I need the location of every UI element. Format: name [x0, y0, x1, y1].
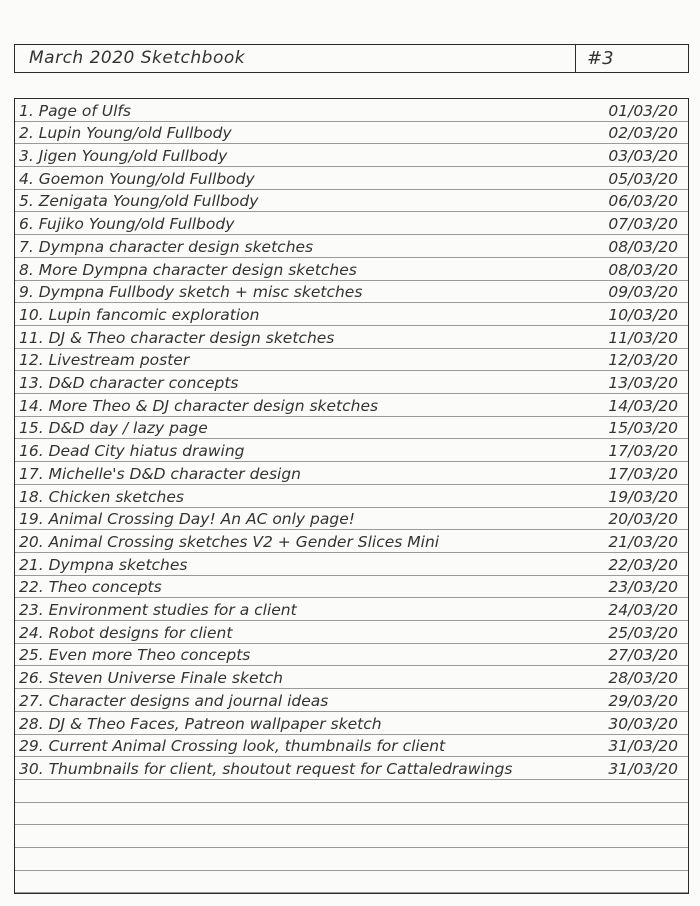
log-row	[15, 394, 688, 417]
log-row	[15, 825, 688, 848]
log-row	[15, 780, 688, 803]
sketchbook-title: March 2020 Sketchbook	[29, 48, 246, 68]
entry-title: 22. Theo concepts	[19, 578, 162, 597]
entry-date: 13/03/20	[608, 374, 678, 393]
entry-title: 12. Livestream poster	[19, 351, 190, 370]
log-row	[15, 258, 688, 281]
entry-title: 19. Animal Crossing Day! An AC only page!	[19, 510, 355, 529]
log-row	[15, 190, 688, 213]
log-row	[15, 213, 688, 236]
entry-title: 28. DJ & Theo Faces, Patreon wallpaper sketch	[19, 714, 382, 733]
sketchbook-title-box	[14, 44, 689, 73]
log-row	[15, 689, 688, 712]
entry-date: 06/03/20	[608, 192, 678, 211]
entry-date: 07/03/20	[608, 215, 678, 234]
log-row	[15, 757, 688, 780]
log-row	[15, 576, 688, 599]
log-row	[15, 803, 688, 826]
log-row	[15, 621, 688, 644]
entry-date: 23/03/20	[608, 578, 678, 597]
entry-date: 08/03/20	[608, 260, 678, 279]
entry-title: 25. Even more Theo concepts	[19, 646, 251, 665]
sketch-log-table	[14, 98, 689, 894]
entry-title: 4. Goemon Young/old Fullbody	[19, 169, 255, 188]
entry-date: 21/03/20	[608, 532, 678, 551]
entry-date: 20/03/20	[608, 510, 678, 529]
log-row	[15, 235, 688, 258]
log-row	[15, 712, 688, 735]
entry-title: 26. Steven Universe Finale sketch	[19, 669, 283, 688]
entry-title: 24. Robot designs for client	[19, 623, 233, 642]
entry-date: 29/03/20	[608, 691, 678, 710]
entry-title: 15. D&D day / lazy page	[19, 419, 208, 438]
entry-title: 20. Animal Crossing sketches V2 + Gender Slices Mini	[19, 532, 440, 551]
entry-date: 05/03/20	[608, 169, 678, 188]
entry-title: 18. Chicken sketches	[19, 487, 184, 506]
log-row	[15, 530, 688, 553]
entry-date: 03/03/20	[608, 147, 678, 166]
entry-title: 30. Thumbnails for client, shoutout request for Cattaledrawings	[19, 759, 513, 778]
entry-title: 5. Zenigata Young/old Fullbody	[19, 192, 259, 211]
entry-date: 25/03/20	[608, 623, 678, 642]
log-row	[15, 848, 688, 871]
log-row	[15, 303, 688, 326]
entry-date: 15/03/20	[608, 419, 678, 438]
entry-title: 17. Michelle's D&D character design	[19, 464, 302, 483]
log-row	[15, 281, 688, 304]
log-row	[15, 598, 688, 621]
log-row	[15, 371, 688, 394]
entry-date: 12/03/20	[608, 351, 678, 370]
log-row	[15, 644, 688, 667]
log-row	[15, 144, 688, 167]
entry-title: 21. Dympna sketches	[19, 555, 188, 574]
entry-title: 9. Dympna Fullbody sketch + misc sketches	[19, 283, 363, 302]
entry-date: 31/03/20	[608, 759, 678, 778]
entry-date: 02/03/20	[608, 124, 678, 143]
log-row	[15, 349, 688, 372]
entry-date: 09/03/20	[608, 283, 678, 302]
log-row	[15, 871, 688, 894]
entry-date: 27/03/20	[608, 646, 678, 665]
entry-title: 7. Dympna character design sketches	[19, 237, 314, 256]
entry-title: 2. Lupin Young/old Fullbody	[19, 124, 232, 143]
entry-date: 28/03/20	[608, 669, 678, 688]
entry-title: 1. Page of Ulfs	[19, 101, 131, 120]
log-row	[15, 167, 688, 190]
entry-date: 17/03/20	[608, 442, 678, 461]
log-row	[15, 462, 688, 485]
entry-title: 27. Character designs and journal ideas	[19, 691, 329, 710]
entry-title: 11. DJ & Theo character design sketches	[19, 328, 335, 347]
log-row	[15, 326, 688, 349]
log-row	[15, 667, 688, 690]
entry-title: 23. Environment studies for a client	[19, 601, 297, 620]
entry-date: 30/03/20	[608, 714, 678, 733]
entry-title: 8. More Dympna character design sketches	[19, 260, 357, 279]
entry-date: 11/03/20	[608, 328, 678, 347]
log-row	[15, 440, 688, 463]
log-row	[15, 122, 688, 145]
log-row	[15, 735, 688, 758]
log-row	[15, 485, 688, 508]
entry-date: 24/03/20	[608, 601, 678, 620]
entry-date: 08/03/20	[608, 237, 678, 256]
entry-title: 16. Dead City hiatus drawing	[19, 442, 245, 461]
entry-title: 6. Fujiko Young/old Fullbody	[19, 215, 235, 234]
entry-title: 14. More Theo & DJ character design sketches	[19, 396, 379, 415]
log-row	[15, 508, 688, 531]
entry-date: 14/03/20	[608, 396, 678, 415]
entry-title: 13. D&D character concepts	[19, 374, 239, 393]
entry-date: 01/03/20	[608, 101, 678, 120]
entry-date: 17/03/20	[608, 464, 678, 483]
entry-date: 22/03/20	[608, 555, 678, 574]
entry-title: 10. Lupin fancomic exploration	[19, 305, 260, 324]
entry-title: 3. Jigen Young/old Fullbody	[19, 147, 228, 166]
log-row	[15, 553, 688, 576]
log-row	[15, 99, 688, 122]
entry-date: 31/03/20	[608, 737, 678, 756]
title-divider	[575, 45, 576, 72]
entry-date: 10/03/20	[608, 305, 678, 324]
sketchbook-number: #3	[587, 48, 614, 69]
entry-title: 29. Current Animal Crossing look, thumbnails for client	[19, 737, 446, 756]
log-row	[15, 417, 688, 440]
entry-date: 19/03/20	[608, 487, 678, 506]
